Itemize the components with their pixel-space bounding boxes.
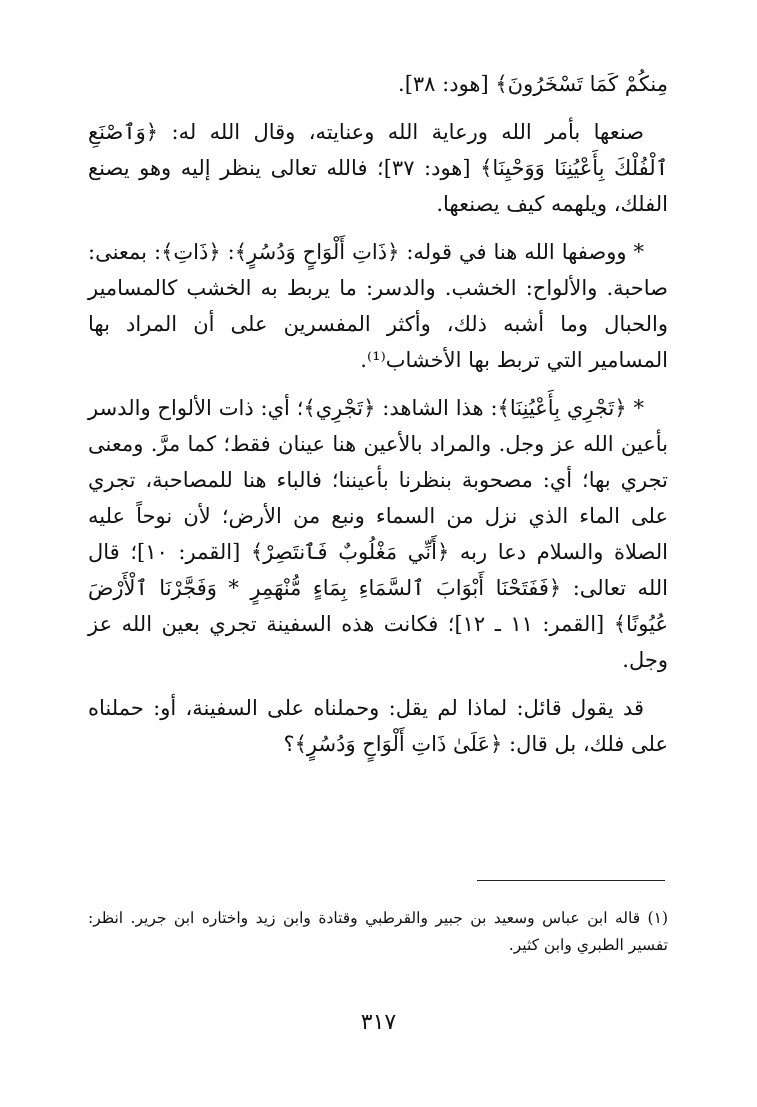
page-body [88, 66, 668, 762]
footnote-divider [477, 880, 665, 881]
paragraph-sailing-eyes: * ﴿تَجْرِي بِأَعْيُنِنَا﴾: هذا الشاهد: ﴿تَجْرِي﴾؛ أي: ذات الألواح والدسر بأعين الله عز وجل. والمراد بالأعين هنا عينان فقط؛ كما مرَّ. ومعنى تجري بها؛ أي: مصحوبة بنظرنا بأعيننا؛ فالباء هنا للمصاحبة، تجري على الماء الذي نزل من السماء ونبع من الأرض؛ لأن نوحاً عليه الصلاة والسلام دعا ربه ﴿أَنِّي مَغْلُوبٌ فَٱنتَصِرْ﴾ [القمر: ١٠]؛ قال الله تعالى: ﴿فَفَتَحْنَا أَبْوَابَ ٱلسَّمَاءِ بِمَاءٍ مُّنْهَمِرٍ * وَفَجَّرْنَا ٱلْأَرْضَ عُيُونًا﴾ [القمر: ١١ ـ ١٢]؛ فكانت هذه السفينة تجري بعين الله عز وجل. [88, 396, 668, 672]
paragraph-question: قد يقول قائل: لماذا لم يقل: وحملناه على السفينة، أو: حملناه على فلك، بل قال: ﴿عَلَىٰ ذَاتِ أَلْوَاحٍ وَدُسُرٍ﴾؟ [88, 696, 668, 756]
paragraph-ark-making: صنعها بأمر الله ورعاية الله وعنايته، وقال الله له: ﴿وَٱصْنَعِ ٱلْفُلْكَ بِأَعْيُنِنَا وَوَحْيِنَا﴾ [هود: ٣٧]؛ فالله تعالى ينظر إليه وهو يصنع الفلك، ويلهمه كيف يصنعها. [88, 120, 669, 216]
paragraph-planks-nails: * ووصفها الله هنا في قوله: ﴿ذَاتِ أَلْوَاحٍ وَدُسُرٍ﴾: ﴿ذَاتِ﴾: بمعنى: صاحبة. والألواح: الخشب. والدسر: ما يربط به الخشب كالمسامير والحبال وما أشبه ذلك، وأكثر المفسرين على أن المراد بها المسامير التي تربط بها الأخشاب⁽¹⁾. [88, 240, 668, 372]
page-number: ٣١٧ [360, 1010, 397, 1035]
footnote: (١) قاله ابن عباس وسعيد بن جبير والقرطبي وقتادة وابن زيد واختاره ابن جرير. انظر: تفسير الطبري وابن كثير. [88, 909, 668, 954]
paragraph-verse-end: مِنكُمْ كَمَا تَسْخَرُونَ﴾ [هود: ٣٨]. [398, 72, 668, 96]
